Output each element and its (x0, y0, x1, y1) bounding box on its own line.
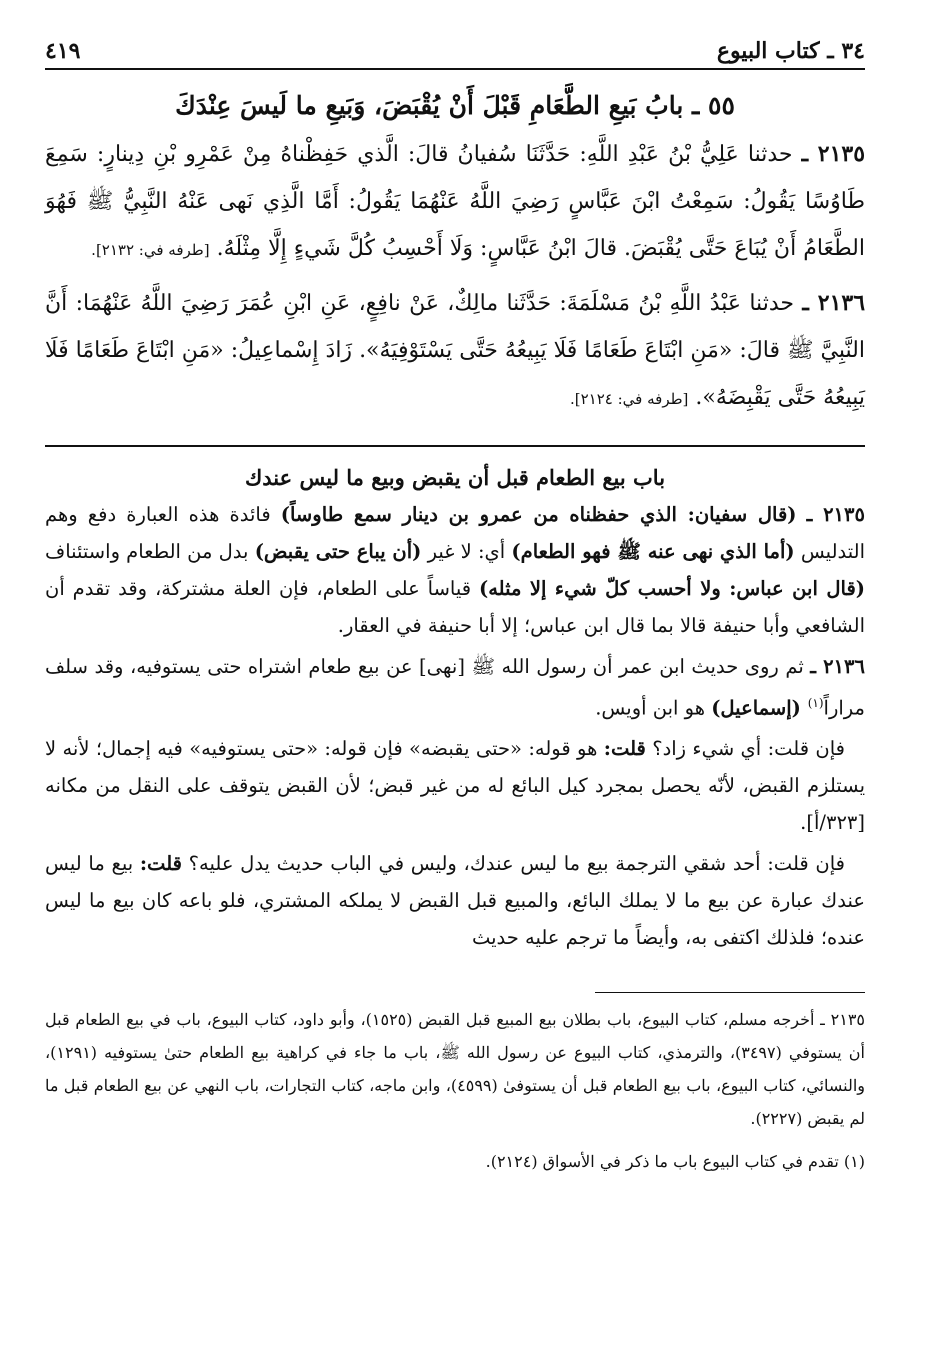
hadith-number: ٢١٣٦ ـ (802, 289, 866, 316)
footnote-rule (595, 992, 865, 993)
hadith-text: حدثنا عَلِيُّ بْنُ عَبْدِ اللَّهِ: حَدَّثَنَا سُفيانُ قالَ: الَّذي حَفِظْناهُ مِنْ عَمْرِو بْنِ دِينارٍ: سَمِعَ طَاوُسًا يَقُولُ: سَمِعْتُ ابْنَ عَبَّاسٍ رَضِيَ اللَّهُ عَنْهُمَا يَقُولُ: أَمَّا الَّذِي نَهى عَنْهُ النَّبِيُّ ﷺ فَهُوَ الطَّعَامُ أَنْ يُبَاعَ حَتَّى يُقْبَضَ. قالَ ابْنُ عَبَّاسٍ: وَلَا أَحْسِبُ كُلَّ شَيءٍ إِلَّا مِثْلَهُ. (45, 141, 865, 261)
text: هو قوله: «حتى يقبضه» فإن قوله: «حتى يستوفيه» فيه إجمال؛ لأنه لا يستلزم القبض، لأنّه يحصل بمجرد كيل البائع له من غير قبض؛ لأن القبض يتوقف على النقل من مكانه [٣٢٣/أ]. (45, 737, 865, 834)
text: فإن قلت: أي شيء زاد؟ (645, 737, 845, 760)
page-number: ٤١٩ (45, 38, 81, 64)
section-divider (45, 445, 865, 447)
quote: (قال سفيان: الذي حفظناه من عمرو بن دينار سمع طاوساً) (280, 502, 797, 526)
text: فائدة هذه العبارة دفع وهم التدليس (45, 502, 865, 563)
text: فإن قلت: أحد شقي الترجمة بيع ما ليس عندك، وليس في الباب حديث يدل عليه؟ (181, 852, 846, 875)
text: هو ابن أويس. (595, 696, 712, 719)
text: قياساً على الطعام، فإن العلة مشتركة، وقد تقدم أن الشافعي وأبا حنيفة قالا بما قال ابن عباس؛ إلا أبا حنيفة في العقار. (45, 576, 865, 637)
footnote-ref: (١) (807, 695, 824, 710)
header-rule (45, 68, 865, 70)
hadith-2136 (45, 280, 865, 423)
text: بدل من الطعام واستئناف (45, 539, 255, 563)
quote: (أما الذي نهى عنه ﷺ فهو الطعام) (511, 539, 795, 563)
hadith-tarfa: [طرفه في: ٢١٣٢]. (91, 240, 210, 259)
running-header (45, 30, 865, 64)
quote: (إسماعيل) (711, 696, 808, 719)
para-number: ٢١٣٦ ـ (810, 654, 865, 678)
page (45, 30, 865, 1178)
commentary-title: باب بيع الطعام قبل أن يقبض وبيع ما ليس عندك (244, 464, 666, 490)
text: ثم روى حديث ابن عمر أن رسول الله ﷺ [نهى] عن بيع طعام اشتراه حتى يستوفيه، وقد سلف مراراً (45, 654, 865, 719)
text: أي: لا غير (421, 539, 512, 563)
commentary-para-question2 (45, 845, 865, 956)
hadith-text: حدثنا عَبْدُ اللَّهِ بْنُ مَسْلَمَةَ: حَدَّثَنا مالِكٌ، عَنْ نافِعٍ، عَنِ ابْنِ عُمَرَ رَضِيَ اللَّهُ عَنْهُمَا: أَنَّ النَّبِيَّ ﷺ قالَ: «مَنِ ابْتَاعَ طَعَامًا فَلَا يَبِيعُهُ حَتَّى يَسْتَوْفِيَهُ». زَادَ إِسْماعِيلُ: «مَنِ ابْتَاعَ طَعَامًا فَلَا يَبِيعُهُ حَتَّى يَقْبِضَهُ». (45, 290, 865, 410)
answer-marker: قلت: (603, 737, 646, 760)
footnote-1: (١) تقدم في كتاب البيوع باب ما ذكر في الأسواق (٢١٢٤). (485, 1152, 865, 1171)
hadith-number: ٢١٣٥ ـ (801, 140, 866, 167)
chapter-title: ٥٥ ـ بابُ بَيعِ الطَّعَامِ قَبْلَ أَنْ يُقْبَضَ، وَبَيعِ ما لَيسَ عِنْدَكَ (175, 91, 735, 120)
para-number: ٢١٣٥ ـ (806, 502, 865, 526)
hadith-2135 (45, 131, 865, 274)
commentary-para-2136 (45, 648, 865, 727)
commentary-para-question1 (45, 730, 865, 841)
footnote-takhrij: ٢١٣٥ ـ أخرجه مسلم، كتاب البيوع، باب بطلان بيع المبيع قبل القبض (١٥٢٥)، وأبو داود، كتاب البيوع، باب في بيع الطعام قبل أن يستوفي (٣٤٩٧)، والترمذي، كتاب البيوع عن رسول الله ﷺ، باب ما جاء في كراهية بيع الطعام حتىٰ يستوفيه (١٢٩١)، والنسائي، كتاب البيوع، باب بيع الطعام قبل أن يستوفىٰ (٤٥٩٩)، وابن ماجه، كتاب التجارات، باب النهي عن بيع الطعام قبل ما لم يقبض (٢٢٢٧). (45, 1010, 866, 1128)
quote: (أن يباع حتى يقبض) (254, 539, 422, 563)
quote: (قال ابن عباس: ولا أحسب كلّ شيء إلا مثله) (478, 576, 866, 600)
answer-marker: قلت: (139, 852, 182, 875)
book-title: ٣٤ ـ كتاب البيوع (716, 38, 865, 64)
commentary-para-2135 (45, 496, 865, 644)
text: بيع ما ليس عندك عبارة عن بيع ما لا يملك البائع، والمبيع قبل القبض لا يملكه المشتري، فلو باعه كان بيع ما ليس عنده؛ فلذلك اكتفى به، وأيضاً ما ترجم عليه حديث (45, 852, 865, 949)
hadith-tarfa: [طرفه في: ٢١٢٤]. (570, 389, 689, 408)
